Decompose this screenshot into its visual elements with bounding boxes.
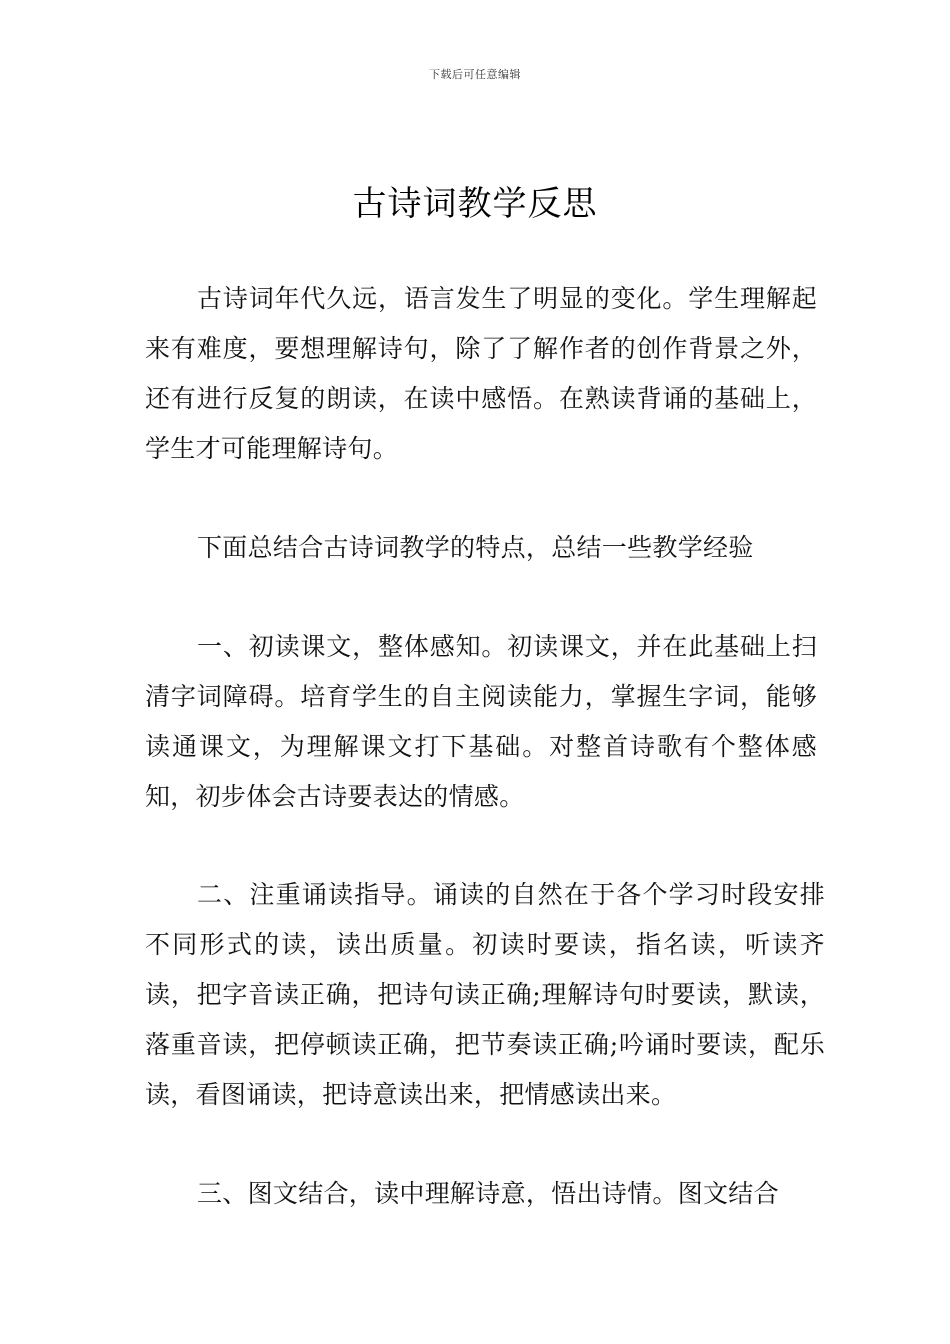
paragraph-point-one: 一、初读课文，整体感知。初读课文，并在此基础上扫清字词障碍。培育学生的自主阅读能力，掌握生字词，能够读通课文，为理解课文打下基础。对整首诗歌有个整体感知，初步体会古诗要表达的情感。 bbox=[145, 632, 817, 811]
paragraph-intro: 古诗词年代久远，语言发生了明显的变化。学生理解起来有难度，要想理解诗句，除了了解作者的创作背景之外，还有进行反复的朗读，在读中感悟。在熟读背诵的基础上，学生才可能理解诗句。 bbox=[145, 284, 817, 463]
paragraph-summary-lead: 下面总结合古诗词教学的特点，总结一些教学经验 bbox=[197, 533, 754, 562]
paragraph-point-two: 二、注重诵读指导。诵读的自然在于各个学习时段安排不同形式的读，读出质量。初读时要读，指名读，听读齐读，把字音读正确，把诗句读正确;理解诗句时要读，默读，落重音读，把停顿读正确，把节奏读正确;吟诵时要读，配乐读，看图诵读，把诗意读出来，把情感读出来。 bbox=[145, 880, 825, 1109]
page-header-note: 下载后可任意编辑 bbox=[429, 68, 521, 81]
paragraph-point-three: 三、图文结合，读中理解诗意，悟出诗情。图文结合 bbox=[197, 1179, 779, 1208]
document-title: 古诗词教学反思 bbox=[352, 184, 598, 224]
